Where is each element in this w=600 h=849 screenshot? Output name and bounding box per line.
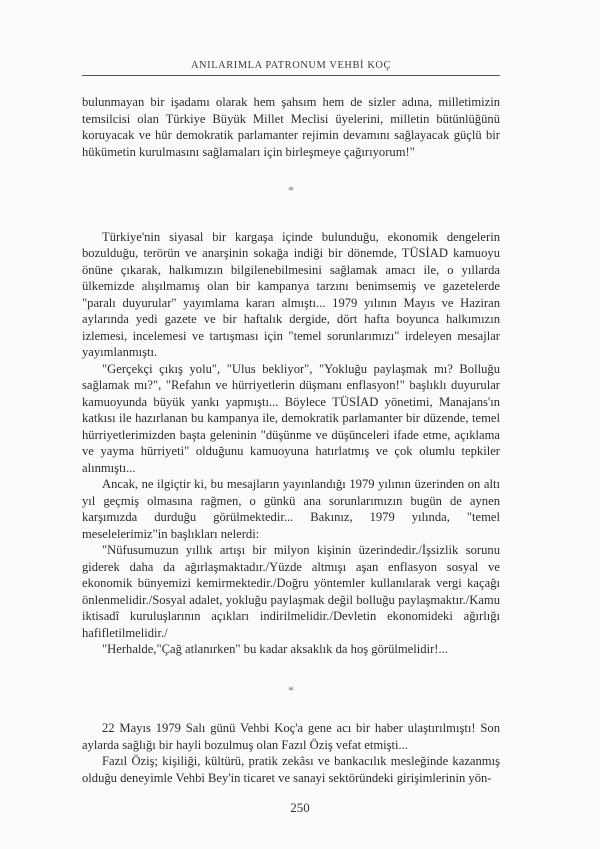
page-number: 250	[290, 800, 310, 815]
paragraph: bulunmayan bir işadamı olarak hem şahsım hem de sizler adına, milletimizin temsilcisi olan Türkiye Büyük Millet Meclisi üyelerini, milletin bütünlüğünü koruyacak ve hür demokratik parlamanter rejimin devamını sağlayacak güçlü bir hükümetin kurulmasını sağlamaları için birleşmeye çağırıyorum!"	[82, 95, 500, 159]
paragraph: "Gerçekçi çıkış yolu", "Ulus bekliyor", "Yokluğu paylaşmak mı? Bolluğu sağlamak mı?", "Refahın ve hürriyetlerin düşmanı enflasyon!" başlıklı duyurular kamuoyunda büyük yankı yapmıştı... Böylece TÜSİAD yönetimi, Manajans'ın katkısı ile hazırlanan bu kampanya ile, demokratik parlamanter bir düzende, temel hürriyetlerimizden başta geleninin "düşünme ve düşünceleri ifade etme, açıklama ve yayma hürriyeti" olduğunu kamuoyuna hatırlatmış ve çok olumlu tepkiler alınmıştı...	[82, 361, 500, 475]
paragraph: Ancak, ne ilgiçtir ki, bu mesajların yayınlandığı 1979 yılının üzerinden on altı yıl geçmiş olmasına rağmen, o günkü ana sorunlarımızın bugün de aynen karşımızda durduğu görülmektedir... Bakınız, 1979 yılında, "temel meselelerimiz"in başlıkları nelerdi:	[82, 477, 500, 541]
paragraph: "Herhalde,"Çağ atlanırken" bu kadar aksaklık da hoş görülmelidir!...	[102, 642, 448, 656]
paragraph: "Nüfusumuzun yıllık artışı bir milyon kişinin üzerindedir./İşsizlik sorunu giderek daha da ağırlaşmaktadır./Yüzde altmışı aşan enflasyon sosyal ve ekonomik bünyemizi kemirmektedir./Doğru yöntemler kullanılarak vergi kaçağı önlenmelidir./Sosyal adalet, yokluğu paylaşmak değil bolluğu paylaşmaktır./Kamu iktisadî kuruluşlarının açıkları indirilmelidir./Devletin ekonomideki ağırlığı hafifletilmelidir./	[82, 543, 500, 640]
paragraph: Fazıl Öziş; kişiliği, kültürü, pratik zekâsı ve bankacılık mesleğinde kazanmış olduğu deneyimle Vehbi Bey'in ticaret ve sanayi sektöründeki girişimlerinin yön-	[82, 754, 500, 785]
section-separator: *	[288, 682, 294, 697]
paragraph: Türkiye'nin siyasal bir kargaşa içinde bulunduğu, ekonomik dengelerin bozulduğu, terörün ve anarşinin sokağa indiği bir dönemde, TÜSİAD kamuoyu önüne çıkarak, halkımızın bilgilenebilmesini sağlamak amacı ile, o yıllarda ülkemizde alışılmamış olan bir kampanya tarzını benimsemiş ve gazetelerde "paralı duyurular" yayımlama kararı almıştı... 1979 yılının Mayıs ve Haziran aylarında yedi gazete ve bir haftalık dergide, dört hafta boyunca halkımızın izlemesi, incelemesi ve tartışması için "temel sorunlarımızı" irdeleyen mesajlar yayımlanmıştı.	[82, 229, 500, 359]
header-rule	[82, 75, 500, 76]
paragraph: 22 Mayıs 1979 Salı günü Vehbi Koç'a gene acı bir haber ulaştırılmıştı! Son aylarda sağlığı bir hayli bozulmuş olan Fazıl Öziş vefat etmişti...	[82, 721, 500, 752]
section-separator: *	[288, 183, 294, 197]
page-body	[82, 94, 500, 786]
running-header: ANILARIMLA PATRONUM VEHBİ KOÇ	[190, 60, 392, 71]
